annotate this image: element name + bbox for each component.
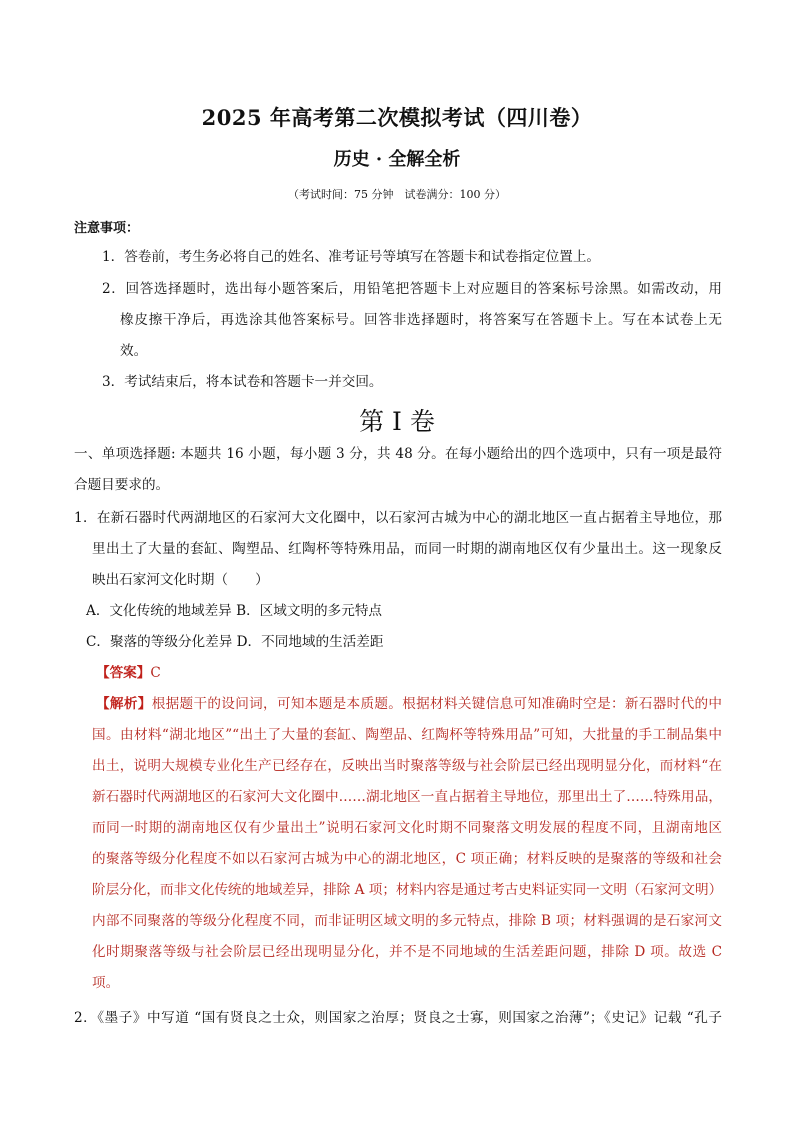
notice-item-2-line-2: 橡皮擦干净后，再选涂其他答案标号。回答非选择题时，将答案写在答题卡上。写在本试卷上无: [120, 312, 722, 328]
answer-line: [96, 663, 161, 683]
answer-label: 【答案】: [96, 665, 151, 681]
analysis-line-7: 阶层分化，而非文化传统的地域差异，排除 A 项；材料内容是通过考古史料证实同一文明（石家河文明）: [92, 882, 722, 898]
notice-item-1: 1．答卷前，考生务必将自己的姓名、准考证号等填写在答题卡和试卷指定位置上。: [102, 249, 601, 265]
notice-item-2-line-1: 2．回答选择题时，选出每小题答案后，用铅笔把答题卡上对应题目的答案标号涂黑。如需改动，用: [102, 281, 722, 297]
analysis-label: 【解析】: [96, 696, 152, 712]
analysis-line-4: 新石器时代两湖地区的石家河大文化圈中……湖北地区一直占据着主导地位，那里出土了……特殊用品，: [92, 789, 722, 805]
analysis-line-3: 出土，说明大规模专业化生产已经存在，反映出当时聚落等级与社会阶层已经出现明显分化，而材料“在: [92, 758, 722, 774]
page-subtitle: 历史 · 全解全析: [333, 149, 461, 170]
question-1-options-line-1: A．文化传统的地域差异 B．区域文明的多元特点: [86, 603, 383, 619]
section-instruction-line-1: 一、单项选择题: 本题共 16 小题，每小题 3 分，共 48 分。在每小题给出的四个选项中，只有一项是最符: [74, 446, 722, 462]
notice-heading: 注意事项：: [74, 221, 140, 236]
analysis-line-8: 内部不同聚落的等级分化程度不同，而非证明区域文明的多元特点，排除 B 项；材料强调的是石家河文: [92, 913, 722, 929]
analysis-line-5: 而同一时期的湖南地区仅有少量出土”说明石家河文化时期不同聚落文明发展的程度不同，且湖南地区: [92, 820, 722, 836]
answer-value: C: [150, 665, 161, 681]
question-1-line-3: 映出石家河文化时期（ ）: [92, 572, 269, 588]
analysis-line-6: 的聚落等级分化程度不如以石家河古城为中心的湖北地区，C 项正确；材料反映的是聚落的等级和社会: [92, 851, 722, 867]
exam-info: （考试时间：75 分钟 试卷满分：100 分）: [288, 188, 506, 201]
page-title: 2025 年高考第二次模拟考试（四川卷）: [201, 105, 593, 130]
analysis-line-1: 【解析】根据题干的设问词，可知本题是本质题。根据材料关键信息可知准确时空是：新石器时代的中: [96, 696, 722, 712]
question-2-line-1: 2．《墨子》中写道 “国有贤良之士众，则国家之治厚；贤良之士寡，则国家之治薄”；《史记》记载 “孔子: [74, 1010, 722, 1026]
analysis-line-9: 化时期聚落等级与社会阶层已经出现明显分化，并不是不同地域的生活差距问题，排除 D 项。故选 C: [92, 944, 722, 960]
analysis-line-10: 项。: [92, 975, 120, 991]
part-title: 第 I 卷: [359, 407, 435, 436]
question-1-line-1: 1．在新石器时代两湖地区的石家河大文化圈中，以石家河古城为中心的湖北地区一直占据着主导地位，那: [74, 510, 722, 526]
analysis-line-2: 国。由材料“湖北地区”“出土了大量的套缸、陶塑品、红陶杯等特殊用品”可知，大批量的手工制品集中: [92, 727, 722, 743]
question-1-options-line-2: C．聚落的等级分化差异 D．不同地域的生活差距: [86, 634, 384, 650]
notice-item-3: 3．考试结束后，将本试卷和答题卡一并交回。: [102, 374, 383, 390]
question-1-line-2: 里出土了大量的套缸、陶塑品、红陶杯等特殊用品，而同一时期的湖南地区仅有少量出土。这一现象反: [92, 541, 722, 557]
notice-item-2-line-3: 效。: [120, 343, 148, 359]
section-instruction-line-2: 合题目要求的。: [74, 477, 170, 493]
